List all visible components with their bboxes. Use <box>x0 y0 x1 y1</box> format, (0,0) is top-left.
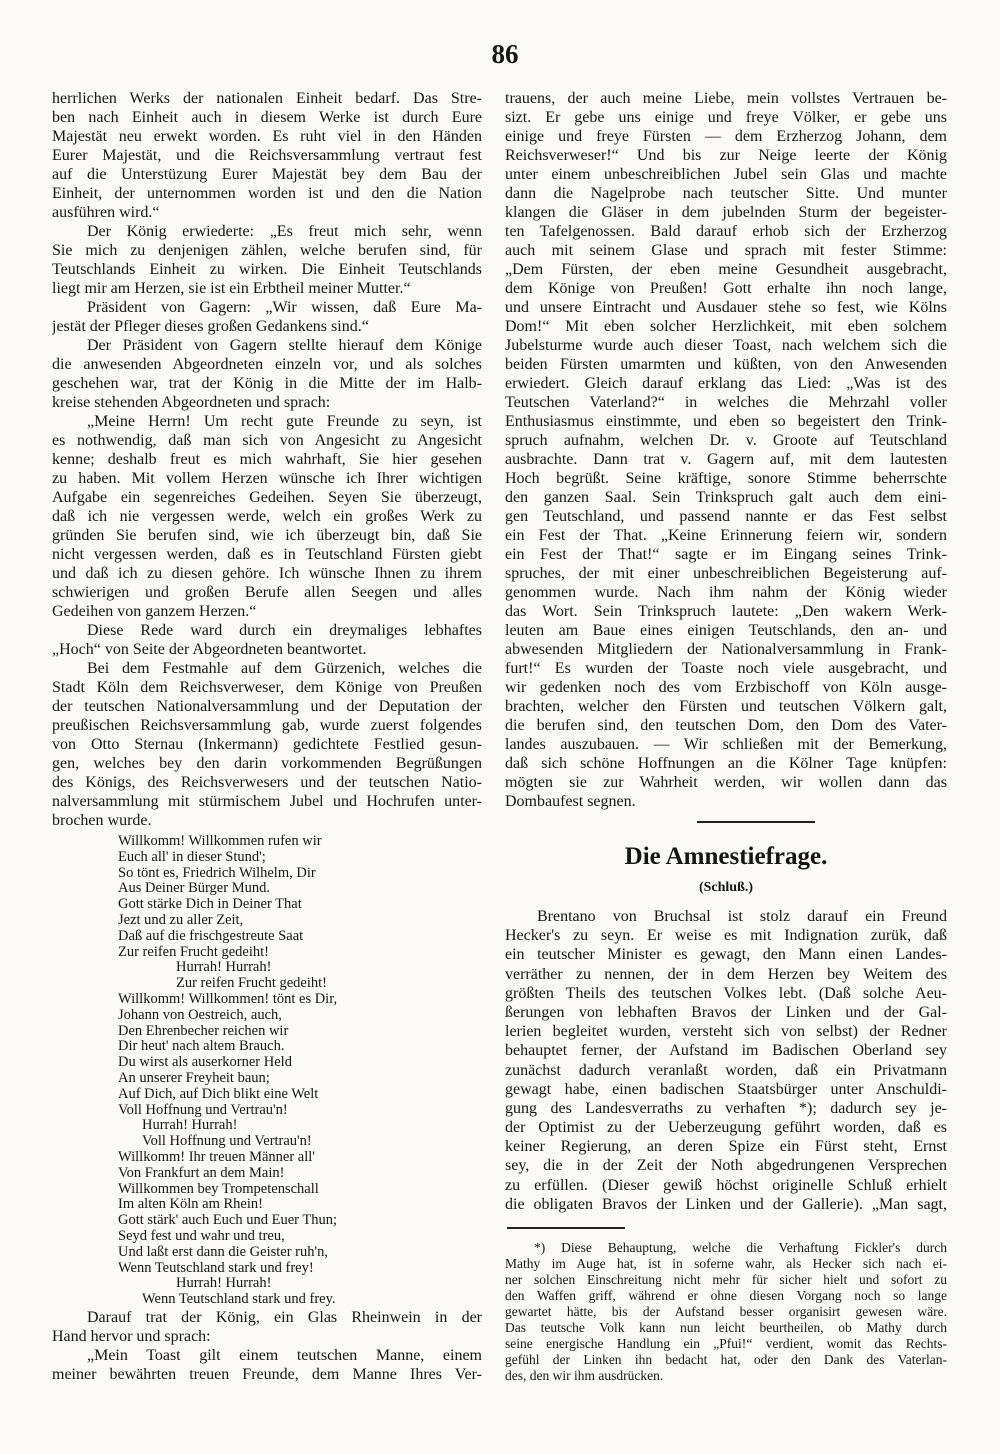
text-line: ein Fest der That. „Keine Erinnerung feiern wir, sondern <box>505 527 947 544</box>
song-line: Jezt und zu aller Zeit, <box>118 912 244 928</box>
text-line: Darauf trat der König, ein Glas Rheinwein in der <box>87 1308 482 1326</box>
text-line: Sie mich zu denjenigen zählen, welche berufen sind, für <box>52 242 482 259</box>
text-line: ein teutscher Minister es gewagt, den Mann einen Landes- <box>505 946 947 964</box>
song-line: Im alten Köln am Rhein! <box>118 1197 263 1213</box>
text-line: und unsere Eintracht und Ausdauer stehe so fest, wie Kölns <box>505 299 947 316</box>
text-line: Das teutsche Volk kann nun leicht beurtheilen, ob Mathy durch <box>505 1320 947 1335</box>
text-line: wir gedenken noch des vom Erzbischoff von Köln ausge- <box>505 679 947 696</box>
text-line: leuten am Baue eines einigen Teutschlands, den an- und <box>505 622 947 639</box>
text-line: keiner Regierung, an deren Spize ein Fürst steht, Ernst <box>505 1138 947 1156</box>
text-line: Hoch begrüßt. Seine kräftige, sonore Stimme beherrschte <box>505 470 947 487</box>
song-line: Willkomm! Ihr treuen Männer all' <box>118 1149 315 1165</box>
song-line: Dir heut' nach altem Brauch. <box>118 1039 285 1055</box>
text-line: dem Könige von Preußen! Gott erhalte ihn noch lange, <box>505 280 947 297</box>
text-line: kenne; deshalb freut es mich wahrhaft, Sie hier gesehen <box>52 451 482 468</box>
text-line: beiden Fürsten umarmten und küßten, von den Anwesenden <box>505 356 947 373</box>
text-line: Hand hervor und sprach: <box>52 1327 211 1345</box>
text-line: landes auszubauen. — Wir schließen mit der Bemerkung, <box>505 736 947 753</box>
song-line: Wenn Teutschland stark und frey. <box>142 1292 336 1308</box>
text-line: die anwesenden Abgeordneten einzeln vor, und als solches <box>52 356 482 373</box>
text-line: Eurer Majestät, und die Reichsversammlung vertraut fest <box>52 147 482 164</box>
text-line: Mathy im Auge hat, ist in soferne wahr, als Hecker sich nach ei- <box>505 1256 947 1271</box>
report-text <box>52 89 482 830</box>
paragraph <box>52 89 482 222</box>
paragraph <box>52 412 482 621</box>
song-line: Wenn Teutschland stark und frey! <box>118 1260 314 1276</box>
text-line: genommen wurde. Nach ihm nahm der König wieder <box>505 584 947 601</box>
song-line: Willkomm! Willkommen rufen wir <box>118 834 322 849</box>
stanza <box>52 992 482 1150</box>
text-line: des, den wir ihm ausdrücken. <box>505 1368 664 1383</box>
text-line: es nothwendig, daß man sich von Angesicht zu Angesicht <box>52 432 482 449</box>
song-line: So tönt es, Friedrich Wilhelm, Dir <box>118 865 316 881</box>
text-line: den ganzen Saal. Sein Trinkspruch galt auch dem eini- <box>505 489 947 506</box>
paragraph <box>52 336 482 412</box>
text-line: *) Diese Behauptung, welche die Verhaftung Fickler's durch <box>534 1240 947 1255</box>
song-line: Zur reifen Frucht gedeiht! <box>118 944 269 960</box>
song-line: Auf Dich, auf Dich blikt eine Welt <box>118 1086 319 1102</box>
text-line: „Meine Herrn! Um recht gute Freunde zu seyn, ist <box>87 413 482 430</box>
text-line: dann die Nagelprobe nach teutscher Sitte. Und munter <box>505 185 947 202</box>
text-line: nalversammlung mit stürmischem Jubel und Hochrufen unter- <box>52 793 482 810</box>
text-line: meiner bewährten treuen Freunde, dem Manne Ihres Ver- <box>52 1365 482 1383</box>
paragraph <box>505 907 947 1214</box>
text-line: Bei dem Festmahle auf dem Gürzenich, welches die <box>87 660 482 677</box>
footnote <box>505 1240 947 1384</box>
text-line: daß sich schöne Hoffnungen an die Kölner Tage knüpfen: <box>505 755 947 772</box>
article-body <box>505 907 947 1214</box>
song-line: Von Frankfurt an dem Main! <box>118 1165 285 1181</box>
paragraph <box>52 1346 482 1384</box>
text-line: gefühl der Linken ihn bedacht hat, oder den Dank des Vaterlan- <box>505 1352 947 1367</box>
song-line: Seyd fest und wahr und treu, <box>118 1228 285 1244</box>
text-line: Der Präsident von Gagern stellte hierauf dem Könige <box>87 337 482 354</box>
song-line: Den Ehrenbecher reichen wir <box>118 1023 289 1039</box>
text-line: zu haben. Mit vollem Herzen wünsche ich Ihrer wichtigen <box>52 470 482 487</box>
text-line: „Hoch“ von Seite der Abgeordneten beantwortet. <box>52 641 367 658</box>
text-line: sey, die in der Zeit der Noth abgedrungenen Versprechen <box>505 1157 947 1175</box>
footnote-divider <box>507 1227 625 1229</box>
text-line: brochen wurde. <box>52 812 152 829</box>
text-line: trauens, der auch meine Liebe, mein vollstes Vertrauen be- <box>505 90 947 107</box>
text-line: Teutschen Vaterland?“ in welches die Mehrzahl voller <box>505 394 947 411</box>
text-line: gewagt habe, einen badischen Staatsbürger unter Anschuldi- <box>505 1080 947 1098</box>
text-line: gründen Sie berufen sind, wie ich überzeugt bin, daß Sie <box>52 527 482 544</box>
text-line: der teutschen Nationalversammlung und der Deputation der <box>52 698 482 715</box>
text-line: gewartet hätte, bis der Aufstand besser organisirt gewesen wäre. <box>505 1304 947 1319</box>
text-line: verräther zu nennen, der in dem Herzen bey Weitem des <box>505 965 947 983</box>
text-line: Stadt Köln dem Reichsverweser, dem Könige von Preußen <box>52 679 482 696</box>
text-line: gen, welches bey den darin vorkommenden Begrüßungen <box>52 755 482 772</box>
text-line: abwesenden Mitgliedern der Nationalversammlung in Frank- <box>505 641 947 658</box>
left-column <box>52 89 482 1384</box>
text-line: Diese Rede ward durch ein dreymaliges lebhaftes <box>87 622 482 639</box>
paragraph <box>505 89 947 811</box>
right-column <box>505 89 947 811</box>
text-line: auch mit seinem Glase und sprach mit fester Stimme: <box>505 242 947 259</box>
text-line: ausführen wird.“ <box>52 204 160 221</box>
article-title: Die Amnestiefrage. <box>624 843 828 870</box>
text-line: „Dem Fürsten, der eben meine Gesundheit ausgebracht, <box>505 261 947 278</box>
text-line: behauptet ferner, der Aufstand im Badischen Oberland sey <box>505 1042 947 1060</box>
text-line: zunächst dadurch veranlaßt worden, daß ein Privatmann <box>505 1061 947 1079</box>
text-line: spruch aufnahm, welchen Dr. v. Groote auf Teutschland <box>505 432 947 449</box>
song-line: Und laßt erst dann die Geister ruh'n, <box>118 1244 328 1260</box>
song-line: Hurrah! Hurrah! <box>176 960 272 976</box>
text-line: ein Fest der That!“ sagte er im Eingang seines Trink- <box>505 546 947 563</box>
song-line: Hurrah! Hurrah! <box>176 1276 272 1292</box>
text-line: liegt mir am Herzen, sie ist ein Erbtheil meiner Mutter.“ <box>52 280 411 297</box>
text-line: unter einem unbeschreiblichen Jubel sein Glas und machte <box>505 166 947 183</box>
page-number: 86 <box>491 39 519 69</box>
text-line: Jubelsturme wurde auch dieser Toast, nach welchem sich die <box>505 337 947 354</box>
text-line: gung des Landesverraths zu verhaften *); dadurch sey je- <box>505 1099 947 1117</box>
text-line: den Waffen griff, während er ohne diesen Vorgang noch so lange <box>505 1288 947 1303</box>
text-line: die obligaten Bravos der Linken und der Gallerie). „Man sagt, <box>505 1195 947 1213</box>
song-line: Willkomm! Willkommen! tönt es Dir, <box>118 991 338 1007</box>
text-line: größten Theils des teutschen Volkes lebt. (Daß solche Aeu- <box>505 984 947 1002</box>
text-line: des Königs, des Reichsverwesers und der teutschen Natio- <box>52 774 482 791</box>
text-line: zu erfüllen. (Dieser gewiß höchst originelle Schluß erhielt <box>505 1176 947 1194</box>
text-line: einige und freye Fürsten — dem Erzherzog Johann, dem <box>505 128 947 145</box>
song-line: Gott stärk' auch Euch und Euer Thun; <box>118 1213 337 1229</box>
text-line: Reichsverweser!“ Und bis zur Neige leerte der König <box>505 147 947 164</box>
text-line: spruches, der mit einer unbeschreiblichen Begeisterung auf- <box>505 565 947 582</box>
text-line: und daß ich zu diesen gehöre. Ich wünsche Ihnen zu ihrem <box>52 565 482 582</box>
text-line: Dombaufest segnen. <box>505 793 636 810</box>
festlied-poem <box>52 834 482 1308</box>
article-divider <box>697 821 815 823</box>
text-line: daß ich nie vergessen werde, welch ein großes Werk zu <box>52 508 482 525</box>
text-line: herrlichen Werks der nationalen Einheit bedarf. Das Stre- <box>52 90 482 107</box>
song-line: Euch all' in dieser Stund'; <box>118 849 266 865</box>
song-line: An unserer Freyheit baun; <box>118 1070 270 1086</box>
text-line: ten Tafelgenossen. Bald darauf erhob sich der Erzherzog <box>505 223 947 240</box>
text-line: auf die Unterstüzung Eurer Majestät bey dem Bau der <box>52 166 482 183</box>
text-line: geschehen war, trat der König in die Mitte der im Halb- <box>52 375 482 392</box>
song-line: Du wirst als auserkorner Held <box>118 1055 292 1071</box>
text-line: Dom!“ Mit eben solcher Herzlichkeit, mit eben solchem <box>505 318 947 335</box>
text-line: jestät der Pfleger dieses großen Gedankens sind.“ <box>52 318 369 335</box>
text-line: Hecker's zu seyn. Er weise es mit Indignation zurük, daß <box>505 927 947 945</box>
text-line: der Optimist zu der Ueberzeugung geführt worden, daß es <box>505 1119 947 1137</box>
text-line: lerien begleitet wurden, versteht sich von selbst) der Redner <box>505 1023 947 1041</box>
song-line: Voll Hoffnung und Vertrau'n! <box>142 1134 312 1150</box>
text-line: gen Teutschland, und passend nannte er das Fest selbst <box>505 508 947 525</box>
paragraph <box>52 298 482 336</box>
text-line: Majestät neu erwekt worden. Es ruht viel in den Händen <box>52 128 482 145</box>
paragraph <box>52 659 482 830</box>
text-line: mögten sie zur Wahrheit werden, wir wollen dann das <box>505 774 947 791</box>
paragraph <box>52 222 482 298</box>
song-line: Johann von Oestreich, auch, <box>118 1007 282 1023</box>
text-line: „Mein Toast gilt einem teutschen Manne, einem <box>87 1346 482 1364</box>
stanza <box>52 834 482 992</box>
text-line: Enthusiasmus einstimmte, und eben so begeistert den Trink- <box>505 413 947 430</box>
text-line: seine energische Handlung ein „Pfui!“ verdient, womit das Rechts- <box>505 1336 947 1351</box>
stanza <box>52 1150 482 1308</box>
text-line: ben nach Einheit auch in diesem Werke ist durch Eure <box>52 109 482 126</box>
song-line: Gott stärke Dich in Deiner That <box>118 897 302 913</box>
report-text-end <box>505 89 947 811</box>
text-line: das Wort. Sein Trinkspruch lautete: „Den wakern Werk- <box>505 603 947 620</box>
text-line: erwiedert. Gleich darauf erklang das Lied: „Was ist des <box>505 375 947 392</box>
text-line: die berufen sind, den teutschen Dom, den Dom des Vater- <box>505 717 947 734</box>
text-line: preußischen Reichsversammlung gab, wurde zuerst folgendes <box>52 717 482 734</box>
text-line: Der König erwiederte: „Es freut mich sehr, wenn <box>87 223 482 240</box>
paragraph <box>505 1240 947 1384</box>
text-line: sizt. Er gebe uns einige und freye Völker, er gebe uns <box>505 109 947 126</box>
song-line: Voll Hoffnung und Vertrau'n! <box>118 1102 288 1118</box>
article-subtitle: (Schluß.) <box>698 880 754 895</box>
text-line: klangen die Gläser in dem jubelnden Sturm der begeister- <box>505 204 947 221</box>
report-text-continued <box>52 1308 482 1384</box>
song-line: Aus Deiner Bürger Mund. <box>118 881 270 897</box>
text-line: ausbrachte. Dann trat v. Gagern auf, mit dem lautesten <box>505 451 947 468</box>
text-line: von Otto Sternau (Inkermann) gedichtete Festlied gesun- <box>52 736 482 753</box>
text-line: schwierigen und großen Berufe allen Seegen und alles <box>52 584 482 601</box>
song-line: Zur reifen Frucht gedeiht! <box>176 976 327 992</box>
text-line: Präsident von Gagern: „Wir wissen, daß Eure Ma- <box>87 299 482 316</box>
text-line: Teutschlands Einheit zu wirken. Die Einheit Teutschlands <box>52 261 482 278</box>
text-line: kreise stehenden Abgeordneten und sprach: <box>52 394 331 411</box>
text-line: furt!“ Es wurden der Toaste noch viele ausgebracht, und <box>505 660 947 677</box>
text-line: Einheit, der unternommen worden ist und den die Nation <box>52 185 482 202</box>
text-line: brachten, welcher den Fürsten und teutschen Völkern galt, <box>505 698 947 715</box>
song-line: Hurrah! Hurrah! <box>142 1118 238 1134</box>
song-line: Willkommen bey Trompetenschall <box>118 1181 319 1197</box>
text-line: Brentano von Bruchsal ist stolz darauf ein Freund <box>537 908 947 925</box>
text-line: ßerungen von lebhaften Bravos der Linken und der Gal- <box>505 1003 947 1021</box>
text-line: nicht vergessen werden, daß es in Teutschland Fürsten giebt <box>52 546 482 563</box>
paragraph <box>52 621 482 659</box>
text-line: Gedeihen von ganzem Herzen.“ <box>52 603 257 620</box>
paragraph <box>52 1308 482 1346</box>
text-line: Aufgabe ein segenreiches Gedeihen. Seyen Sie überzeugt, <box>52 489 482 506</box>
song-line: Daß auf die frischgestreute Saat <box>118 928 304 944</box>
text-line: ner solchen Einschreitung nicht mehr für sicher hielt und sofort zu <box>505 1272 947 1287</box>
